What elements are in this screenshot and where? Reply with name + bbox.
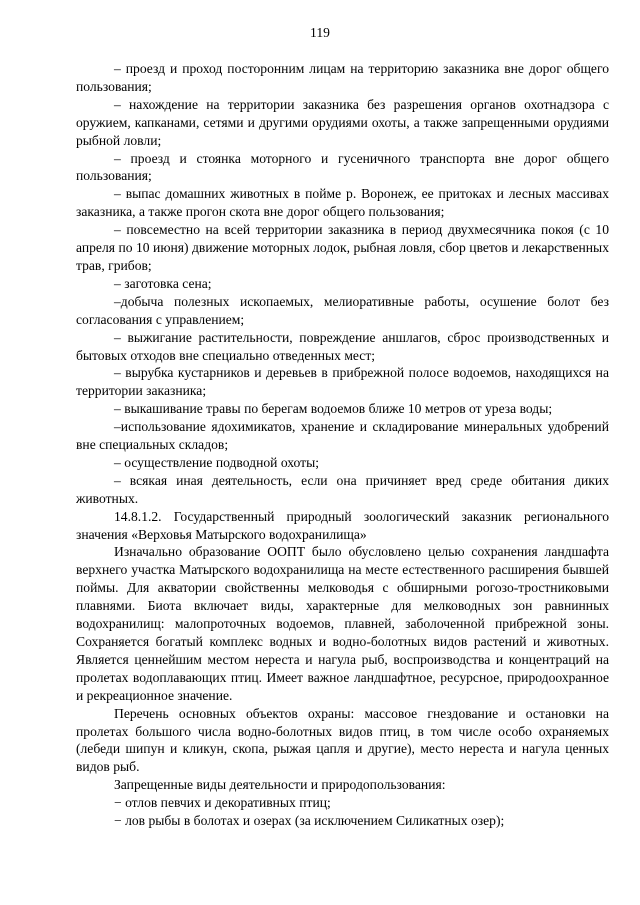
body-paragraph: Запрещенные виды деятельности и природопользования: xyxy=(114,777,446,793)
page-number: 119 xyxy=(310,25,330,40)
restriction-item: – выпас домашних животных в пойме р. Воронеж, ее притоках и лесных массивах заказника, а также прогон скота вне дорог общего пользования; xyxy=(76,186,609,220)
restriction-item: – осуществление подводной охоты; xyxy=(114,454,320,470)
restriction-item: – нахождение на территории заказника без разрешения органов охотнадзора с оружием, капканами, сетями и другими орудиями охоты, а также запрещенными орудиями рыбной ловли; xyxy=(76,96,609,148)
body-paragraph: Изначально образование ООПТ было обусловлено целью сохранения ландшафта верхнего участка Матырского водохранилища на месте естественного расширения бывшей поймы. Для акватории свойственны мелководья с обширными рогозо-тростниковыми плавнями. Биота включает виды, характерные для мелководных зон равнинных водохранилищ: малопроточных водоемов, плавней, заболоченной прибрежной зоны. Сохраняется богатый комплекс водных и водно-болотных видов растений и животных. Является ценнейшим местом нереста и нагула рыб, воспроизводства и концентраций на пролетах водоплавающих птиц. Имеет важное ландшафтное, ресурсное, природоохранное и рекреационное значение. xyxy=(76,544,609,703)
restriction-item: – вырубка кустарников и деревьев в прибрежной полосе водоемов, находящихся на территории заказника; xyxy=(76,365,609,399)
section-heading: 14.8.1.2. Государственный природный зоологический заказник регионального значения «Верховья Матырского водохранилища» xyxy=(76,508,609,542)
restriction-item: – проезд и стоянка моторного и гусеничного транспорта вне дорог общего пользования; xyxy=(76,150,609,184)
restriction-item: –использование ядохимикатов, хранение и складирование минеральных удобрений вне специальных складов; xyxy=(76,419,609,453)
restriction-item: – заготовка сена; xyxy=(114,275,212,291)
restriction-item: – повсеместно на всей территории заказника в период двухмесячника покоя (с 10 апреля по 10 июня) движение моторных лодок, рыбная ловля, сбор цветов и лекарственных трав, грибов; xyxy=(76,222,609,273)
body-paragraph: Перечень основных объектов охраны: массовое гнездование и остановки на пролетах большого числа водно-болотных видов птиц, в том числе особо охраняемых (лебеди шипун и кликун, скопа, рыжая цапля и другие), место нереста и нагула ценных видов рыб. xyxy=(76,705,609,775)
restriction-item: –добыча полезных ископаемых, мелиоративные работы, осушение болот без согласования с управлением; xyxy=(76,293,609,327)
restriction-item: – проезд и проход посторонним лицам на территорию заказника вне дорог общего пользования; xyxy=(76,61,609,94)
document-body xyxy=(76,60,609,830)
restriction-item: − отлов певчих и декоративных птиц; xyxy=(114,795,331,811)
restriction-item: – выжигание растительности, повреждение аншлагов, сброс производственных и бытовых отходов вне специально отведенных мест; xyxy=(76,329,609,363)
restriction-item: – всякая иная деятельность, если она причиняет вред среде обитания диких животных. xyxy=(76,472,609,506)
restriction-item: – выкашивание травы по берегам водоемов ближе 10 метров от уреза воды; xyxy=(114,401,553,417)
restriction-item: − лов рыбы в болотах и озерах (за исключением Силикатных озер); xyxy=(114,813,505,829)
